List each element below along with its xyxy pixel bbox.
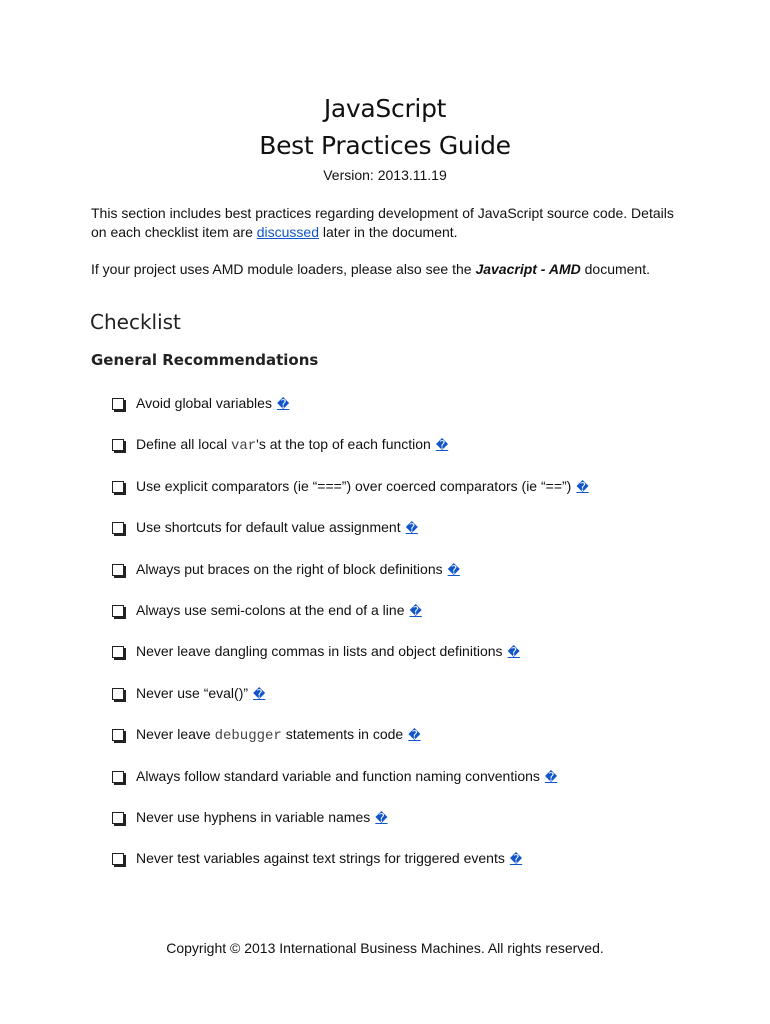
checklist-item-text: [136, 726, 421, 745]
checklist-text-after: statements in code: [281, 726, 404, 743]
discussed-link[interactable]: discussed: [256, 224, 320, 240]
checklist-item-text: [136, 643, 520, 661]
checklist-detail-link[interactable]: �: [576, 479, 589, 494]
checklist-detail-link[interactable]: �: [276, 397, 290, 411]
amd-note-paragraph: [91, 260, 691, 279]
checklist-item-text: [136, 395, 289, 413]
checklist-detail-link[interactable]: �: [405, 521, 418, 536]
checklist-item-text: [136, 768, 557, 786]
checklist-text-before: Never test variables against text strings for triggered events: [136, 850, 505, 867]
checklist-item: [112, 850, 589, 891]
checklist-item: [112, 395, 589, 436]
checkbox-bullet-icon: [112, 564, 124, 576]
intro-paragraph: [91, 204, 691, 242]
checkbox-bullet-icon: [112, 771, 124, 783]
checkbox-bullet-icon: [112, 481, 124, 493]
checklist-item: [112, 809, 589, 850]
checklist-text-after: 's at the top of each function: [256, 436, 431, 453]
checklist-detail-link[interactable]: �: [408, 728, 421, 743]
checklist-text-before: Never use hyphens in variable names: [136, 808, 371, 825]
checklist-detail-link[interactable]: �: [409, 603, 422, 618]
checklist-text-before: Define all local: [136, 436, 231, 453]
checklist-text-before: Always use semi-colons at the end of a line: [136, 601, 405, 618]
checklist-detail-link[interactable]: �: [447, 562, 460, 577]
checklist-item-text: [136, 478, 589, 496]
document-title-line2: Best Practices Guide: [259, 131, 511, 160]
checklist-item-text: [136, 519, 418, 537]
checklist-detail-link[interactable]: �: [544, 769, 558, 784]
copyright-footer: Copyright © 2013 International Business Machines. All rights reserved.: [166, 940, 604, 956]
checklist-item-text: [136, 685, 265, 703]
checkbox-bullet-icon: [112, 812, 124, 824]
checklist-item: [112, 436, 589, 477]
checklist-item-text: [136, 809, 388, 827]
checklist-item-text: [136, 602, 422, 620]
amd-document-name: Javacript - AMD: [475, 261, 581, 277]
checkbox-bullet-icon: [112, 688, 124, 700]
checklist-item: [112, 602, 589, 643]
checklist-detail-link[interactable]: �: [507, 645, 520, 660]
checkbox-bullet-icon: [112, 729, 124, 741]
checklist-item: [112, 685, 589, 726]
checklist-item: [112, 643, 589, 684]
checkbox-bullet-icon: [112, 605, 124, 617]
checklist-detail-link[interactable]: �: [509, 852, 523, 867]
checklist-detail-link[interactable]: �: [253, 686, 266, 701]
intro-text-before: This section includes best practices regarding development of JavaScript source code. Details on each checklist item are: [91, 205, 674, 240]
subsection-heading-general: General Recommendations: [91, 351, 319, 369]
checklist-code: debugger: [214, 728, 282, 745]
checklist-text-before: Use shortcuts for default value assignment: [136, 519, 401, 536]
checklist-text-before: Never leave: [136, 726, 215, 743]
checklist: [112, 395, 589, 892]
checklist-text-before: Always put braces on the right of block definitions: [136, 560, 443, 577]
checkbox-bullet-icon: [112, 398, 124, 410]
checklist-text-before: Always follow standard variable and function naming conventions: [136, 767, 540, 784]
checklist-item-text: [136, 436, 448, 455]
checkbox-bullet-icon: [112, 853, 124, 865]
checklist-detail-link[interactable]: �: [435, 438, 449, 453]
checklist-item: [112, 519, 589, 560]
checklist-item: [112, 768, 589, 809]
checklist-item-text: [136, 561, 460, 579]
checklist-text-before: Never use “eval()”: [136, 684, 249, 701]
checklist-item-text: [136, 850, 522, 868]
checkbox-bullet-icon: [112, 646, 124, 658]
checklist-text-before: Avoid global variables: [136, 395, 272, 411]
checklist-detail-link[interactable]: �: [375, 810, 388, 825]
checklist-item: [112, 478, 589, 519]
section-heading-checklist: Checklist: [90, 310, 181, 334]
checkbox-bullet-icon: [112, 522, 124, 534]
intro-text-after: later in the document.: [319, 224, 458, 240]
version-label: Version: 2013.11.19: [323, 167, 447, 183]
amd-text-after: document.: [580, 261, 650, 277]
document-title-line1: JavaScript: [323, 94, 447, 123]
checklist-code: var: [230, 438, 257, 455]
checklist-text-before: Never leave dangling commas in lists and object definitions: [136, 643, 503, 660]
checkbox-bullet-icon: [112, 439, 124, 451]
amd-text-before: If your project uses AMD module loaders, please also see the: [91, 261, 476, 277]
checklist-item: [112, 561, 589, 602]
checklist-item: [112, 726, 589, 767]
checklist-text-before: Use explicit comparators (ie “===”) over coerced comparators (ie “==”): [136, 477, 572, 494]
